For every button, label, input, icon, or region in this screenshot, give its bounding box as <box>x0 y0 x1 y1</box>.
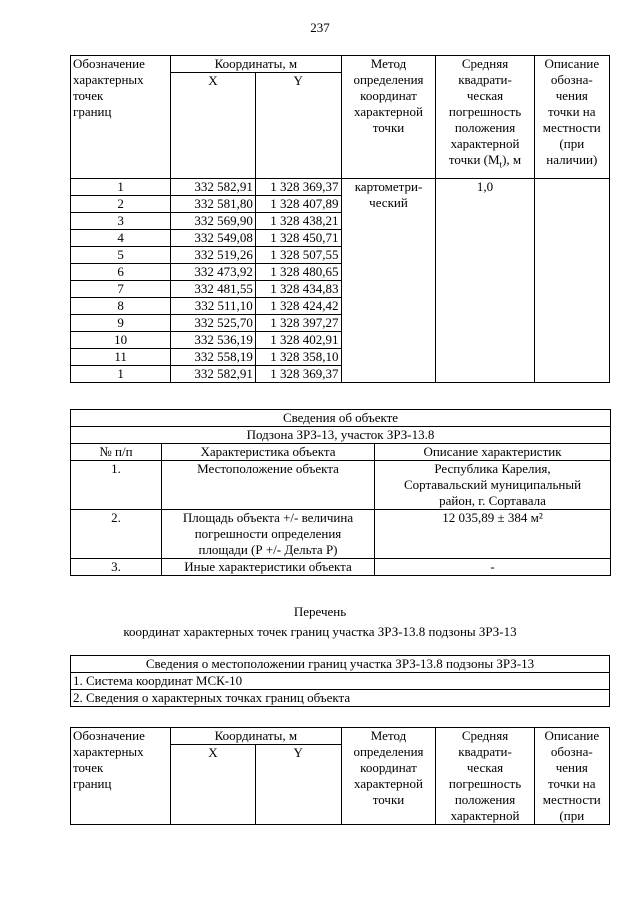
header-x: X <box>171 73 256 179</box>
list-title-line: координат характерных точек границ участка ЗРЗ-13.8 подзоны ЗРЗ-13 <box>123 624 517 639</box>
cell-line: точки $(M_t)$, м <box>448 152 522 170</box>
method-value <box>341 179 436 383</box>
cell-line: площади (Р +/- Дельта Р) <box>198 542 338 557</box>
point-y: 1 328 397,27 <box>255 315 341 332</box>
cell-line: квадрати- <box>458 744 512 759</box>
cell-line: определения <box>353 72 424 87</box>
cell-line: точки <box>372 792 405 807</box>
point-y: 1 328 434,83 <box>255 281 341 298</box>
point-number: 1 <box>71 366 171 383</box>
cell-line: Метод <box>370 728 407 743</box>
object-info-table <box>70 409 611 576</box>
object-row-description <box>375 559 611 576</box>
point-number: 10 <box>71 332 171 349</box>
cell-line: чения <box>555 88 588 103</box>
cell-line: характерных <box>73 72 144 87</box>
point-y: 1 328 358,10 <box>255 349 341 366</box>
cell-line: характерной <box>450 136 520 151</box>
cell-line: положения <box>454 120 516 135</box>
cell-line: обозна- <box>550 744 593 759</box>
coordinates-table <box>70 55 610 383</box>
cell-line: Республика Карелия, <box>434 461 551 476</box>
object-row-number: 1. <box>71 461 162 510</box>
point-y: 1 328 369,37 <box>255 179 341 196</box>
location-item: 2. Сведения о характерных точках границ объекта <box>71 690 610 707</box>
point-number: 9 <box>71 315 171 332</box>
cell-line: погрешность <box>448 104 522 119</box>
cell-line: Средняя <box>461 728 509 743</box>
point-number: 7 <box>71 281 171 298</box>
description-value <box>534 179 609 383</box>
cell-line: Метод <box>370 56 407 71</box>
cell-line: район, г. Сортавала <box>439 493 546 508</box>
object-row-number: 3. <box>71 559 162 576</box>
object-row-description <box>375 510 611 559</box>
point-y: 1 328 480,65 <box>255 264 341 281</box>
cell-line: определения <box>353 744 424 759</box>
header-description <box>534 56 609 179</box>
header-coordinates: Координаты, м <box>171 56 341 73</box>
point-number: 11 <box>71 349 171 366</box>
cell-line: характерной <box>354 776 423 791</box>
cell-line: Средняя <box>461 56 509 71</box>
list-title-line: Перечень <box>293 604 347 619</box>
header-x: X <box>171 745 256 825</box>
cell-line: Сортавальский муниципальный <box>403 477 582 492</box>
point-y: 1 328 369,37 <box>255 366 341 383</box>
point-x: 332 473,92 <box>171 264 256 281</box>
object-row-number: 2. <box>71 510 162 559</box>
header-y: Y <box>255 745 341 825</box>
header-error <box>436 56 534 179</box>
point-y: 1 328 507,55 <box>255 247 341 264</box>
header-designation <box>71 56 171 179</box>
point-x: 332 536,19 <box>171 332 256 349</box>
cell-line: чения <box>555 760 588 775</box>
point-x: 332 525,70 <box>171 315 256 332</box>
object-row-characteristic <box>162 559 375 576</box>
point-x: 332 519,26 <box>171 247 256 264</box>
cell-line: координат <box>360 88 417 103</box>
object-row-description <box>375 461 611 510</box>
point-x: 332 549,08 <box>171 230 256 247</box>
cell-line: ческий <box>369 195 408 210</box>
cell-line: ческая <box>466 88 504 103</box>
cell-line: 12 035,89 ± 384 м² <box>442 510 543 525</box>
cell-line: ческая <box>466 760 504 775</box>
point-number: 8 <box>71 298 171 315</box>
object-row-characteristic <box>162 461 375 510</box>
header-designation <box>71 728 171 825</box>
cell-line: квадрати- <box>458 72 512 87</box>
cell-line: Иные характеристики объекта <box>184 559 352 574</box>
cell-line: Описание <box>544 56 600 71</box>
page-number: 237 <box>310 20 330 35</box>
point-x: 332 582,91 <box>171 179 256 196</box>
point-y: 1 328 438,21 <box>255 213 341 230</box>
cell-line: - <box>490 559 495 574</box>
table-row <box>71 179 610 196</box>
point-y: 1 328 450,71 <box>255 230 341 247</box>
cell-line: границ <box>73 776 112 791</box>
cell-line: обозна- <box>550 72 593 87</box>
location-table <box>70 655 610 707</box>
cell-line: точек <box>73 88 104 103</box>
point-x: 332 581,80 <box>171 196 256 213</box>
point-number: 3 <box>71 213 171 230</box>
coordinates-table-continued <box>70 727 610 825</box>
point-y: 1 328 424,42 <box>255 298 341 315</box>
point-number: 1 <box>71 179 171 196</box>
object-row-characteristic <box>162 510 375 559</box>
point-number: 4 <box>71 230 171 247</box>
point-y: 1 328 402,91 <box>255 332 341 349</box>
header-coordinates: Координаты, м <box>171 728 341 745</box>
cell-line: местности <box>542 120 601 135</box>
header-method <box>341 56 436 179</box>
header-method <box>341 728 436 825</box>
point-x: 332 511,10 <box>171 298 256 315</box>
cell-line: точек <box>73 760 104 775</box>
cell-line: положения <box>454 792 516 807</box>
header-y: Y <box>255 73 341 179</box>
cell-line: (при <box>559 808 585 823</box>
header-description <box>534 728 609 825</box>
cell-line: местности <box>542 792 601 807</box>
point-number: 6 <box>71 264 171 281</box>
cell-line: координат <box>360 760 417 775</box>
cell-line: границ <box>73 104 112 119</box>
cell-line: Описание <box>544 728 600 743</box>
point-number: 5 <box>71 247 171 264</box>
cell-line: наличии) <box>546 152 598 167</box>
cell-line: Обозначение <box>73 728 145 743</box>
point-x: 332 481,55 <box>171 281 256 298</box>
cell-line: характерных <box>73 744 144 759</box>
error-value: 1,0 <box>436 179 534 383</box>
point-x: 332 569,90 <box>171 213 256 230</box>
point-x: 332 582,91 <box>171 366 256 383</box>
point-x: 332 558,19 <box>171 349 256 366</box>
cell-line: погрешности определения <box>194 526 342 541</box>
cell-line: Обозначение <box>73 56 145 71</box>
location-title: Сведения о местоположении границ участка ЗРЗ-13.8 подзоны ЗРЗ-13 <box>71 656 610 673</box>
object-header-characteristic: Характеристика объекта <box>162 444 375 461</box>
cell-line: картометри- <box>354 179 423 194</box>
object-header-description: Описание характеристик <box>375 444 611 461</box>
object-header-number: № п/п <box>71 444 162 461</box>
cell-line: (при <box>559 136 585 151</box>
point-number: 2 <box>71 196 171 213</box>
cell-line: характерной <box>354 104 423 119</box>
header-error <box>436 728 534 825</box>
cell-line: точки на <box>548 776 596 791</box>
point-y: 1 328 407,89 <box>255 196 341 213</box>
location-item: 1. Система координат МСК-10 <box>71 673 610 690</box>
cell-line: погрешность <box>448 776 522 791</box>
cell-line: Местоположение объекта <box>197 461 339 476</box>
object-info-subtitle: Подзона ЗРЗ-13, участок ЗРЗ-13.8 <box>71 427 611 444</box>
object-info-title: Сведения об объекте <box>71 410 611 427</box>
cell-line: Площадь объекта +/- величина <box>182 510 354 525</box>
list-title <box>0 603 640 640</box>
cell-line: точки на <box>548 104 596 119</box>
cell-line: точки <box>372 120 405 135</box>
cell-line: характерной <box>450 808 520 823</box>
